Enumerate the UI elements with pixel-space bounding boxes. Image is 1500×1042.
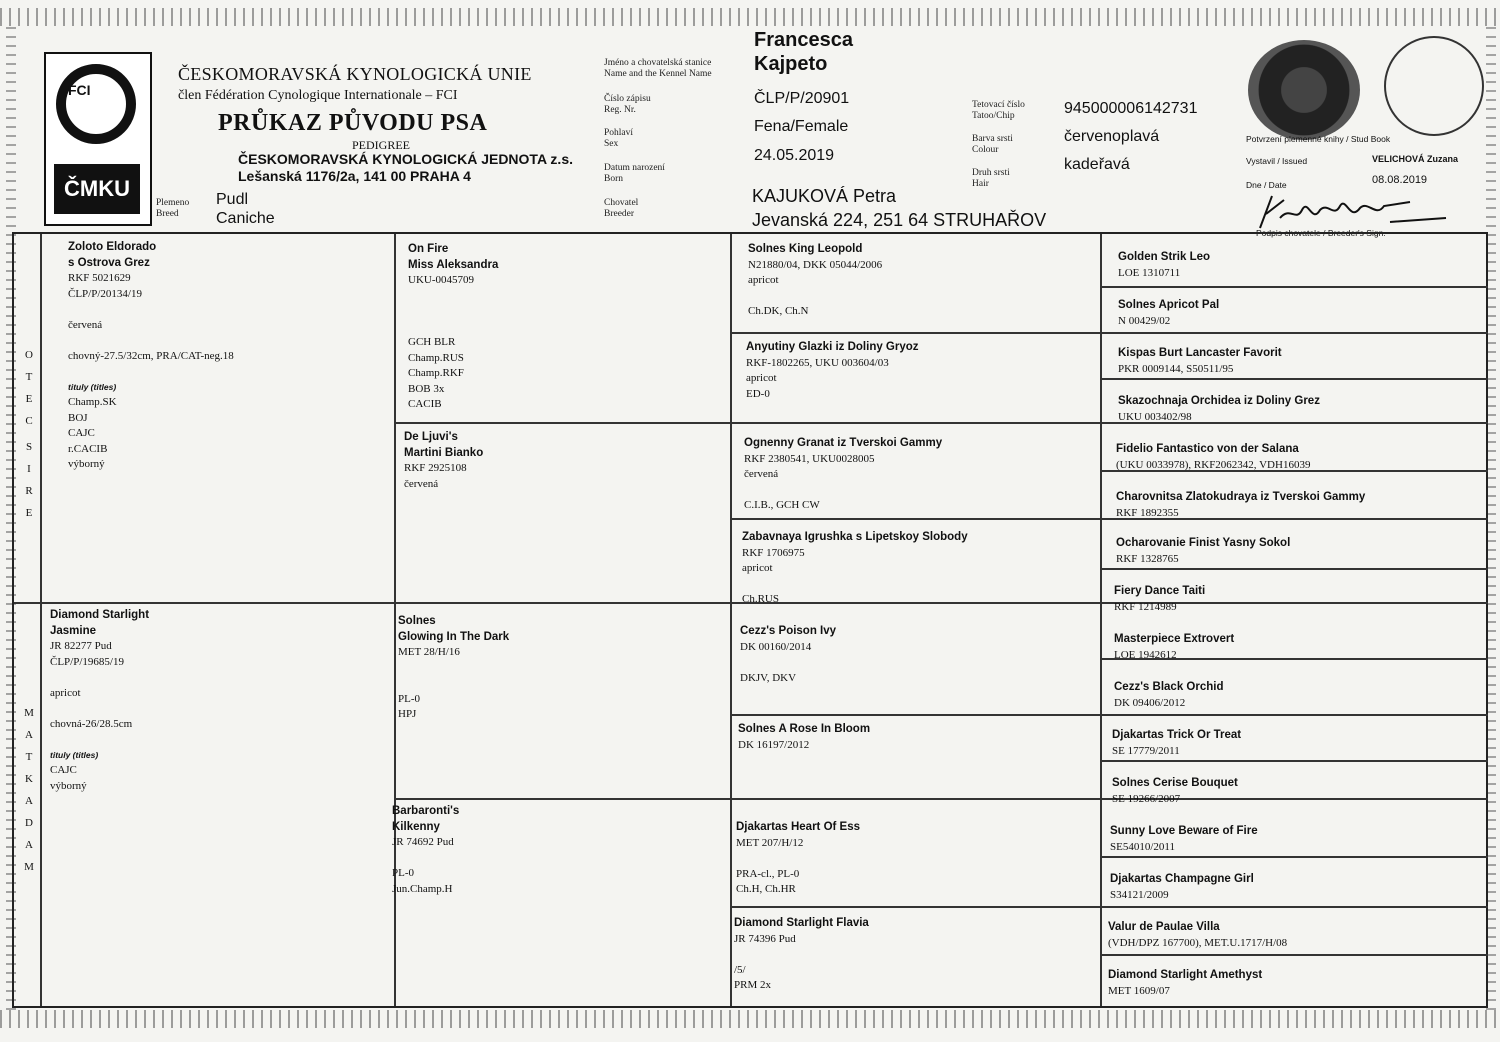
- issued-value: VELICHOVÁ Zuzana: [1372, 154, 1459, 164]
- dog-name-line: Martini Bianko: [404, 446, 484, 459]
- dog-detail-line: PKR 0009144, S50511/95: [1118, 362, 1234, 375]
- gen3-cell-3: [744, 436, 942, 514]
- dog-detail-line: (VDH/DPZ 167700), MET.U.1717/H/08: [1108, 936, 1288, 949]
- dog-detail-line: [50, 732, 149, 748]
- dog-name-line: Solnes King Leopold: [748, 243, 863, 255]
- chip-label: Tetovací číslo Tatoo/Chip: [972, 100, 1025, 121]
- sex-label: Pohlaví Sex: [604, 128, 634, 149]
- document-subtitle: PEDIGREE: [352, 138, 410, 152]
- dog-detail-line: [50, 670, 149, 686]
- jednota-name: ČESKOMORAVSKÁ KYNOLOGICKÁ JEDNOTA z.s.: [238, 151, 573, 167]
- dog-name-line: Barbaronti's: [392, 805, 460, 817]
- gen4-cell-15: [1108, 920, 1287, 951]
- gen4-cell-14: [1110, 872, 1254, 903]
- breeder-address: Jevanská 224, 251 64 STRUHAŘOV: [752, 210, 1047, 230]
- side-letter: E: [25, 393, 33, 405]
- dog-detail-line: Jun.Champ.H: [392, 882, 453, 895]
- dog-detail-line: červená: [404, 477, 439, 490]
- colour-value: červenoplavá: [1064, 128, 1160, 145]
- dog-detail-line: [50, 701, 149, 717]
- side-letter: T: [25, 751, 33, 763]
- dog-name-line: Miss Aleksandra: [408, 258, 499, 271]
- dog-detail-line: DKJV, DKV: [740, 671, 797, 684]
- dog-name-line: Fiery Dance Taiti: [1114, 585, 1206, 597]
- hair-label: Druh srsti Hair: [972, 168, 1010, 189]
- gen4-cell-10: [1114, 680, 1223, 711]
- dog-detail-line: BOJ: [68, 411, 88, 424]
- side-letter: K: [25, 773, 33, 785]
- dog-detail-line: výborný: [68, 458, 105, 470]
- dog-name-line: Kispas Burt Lancaster Favorit: [1118, 347, 1282, 359]
- side-label-dam: [22, 816, 36, 882]
- side-letter: M: [24, 707, 34, 719]
- dog-detail-line: GCH BLR: [408, 336, 456, 348]
- dog-detail-line: N21880/04, DKK 05044/2006: [748, 258, 883, 271]
- dog-detail-line: [398, 661, 509, 677]
- gen3-cell-4: [742, 530, 968, 608]
- dog-detail-line: Champ.RUS: [408, 351, 464, 364]
- issued-label: Vystavil / Issued: [1246, 156, 1308, 166]
- dog-name: Francesca Kajpeto: [754, 29, 853, 75]
- dog-detail-line: JR 74692 Pud: [392, 836, 454, 848]
- decorative-border-bottom: [0, 1010, 1500, 1028]
- gen2-cell-4: [392, 804, 459, 897]
- dog-detail-line: výborný: [50, 779, 87, 792]
- dog-detail-line: [744, 483, 942, 499]
- dog-detail-line: chovná-26/28.5cm: [50, 717, 133, 730]
- dog-detail-line: [68, 364, 234, 380]
- gen4-cell-3: [1118, 346, 1282, 377]
- gen3-cell-5: [740, 624, 836, 686]
- side-label-otec: [22, 348, 36, 436]
- org-name: ČESKOMORAVSKÁ KYNOLOGICKÁ UNIE: [178, 64, 532, 84]
- side-letter: M: [24, 861, 34, 873]
- dog-detail-line: SE 19266/2007: [1112, 792, 1181, 805]
- dog-name-line: Cezz's Poison Ivy: [740, 625, 837, 637]
- studbook-seal-icon: [1248, 40, 1360, 140]
- chip-value: 945000006142731: [1064, 100, 1198, 117]
- side-letter: A: [25, 795, 33, 807]
- dog-detail-line: RKF-1802265, UKU 003604/03: [746, 356, 889, 369]
- dog-name-line: Diamond Starlight Flavia: [734, 917, 869, 929]
- dog-detail-line: JR 82277 Pud: [50, 640, 112, 652]
- dog-detail-line: PL-0: [398, 692, 420, 705]
- gen4-cell-1: [1118, 250, 1210, 281]
- dog-detail-line: RKF 5021629: [68, 272, 131, 284]
- dog-detail-line: RKF 2925108: [404, 462, 467, 474]
- breed-value: Pudl Caniche: [216, 191, 275, 227]
- reg-number: ČLP/P/20901: [754, 90, 850, 107]
- dog-name-line: Diamond Starlight Amethyst: [1108, 969, 1263, 981]
- side-label-sire: [22, 440, 36, 528]
- reg-label: Číslo zápisu Reg. Nr.: [604, 94, 651, 115]
- gen4-cell-16: [1108, 968, 1262, 999]
- gen3-cell-7: [736, 820, 860, 898]
- dog-detail-line: ČLP/P/19685/19: [50, 655, 124, 668]
- sex-value: Fena/Female: [754, 118, 849, 135]
- document-title: PRŮKAZ PŮVODU PSA: [218, 110, 488, 136]
- dog-detail-line: [398, 676, 509, 692]
- dog-detail-line: C.I.B., GCH CW: [744, 499, 820, 511]
- dog-name-line: Fidelio Fantastico von der Salana: [1116, 443, 1299, 455]
- gen4-cell-8: [1114, 584, 1205, 615]
- studbook-confirm: Potvrzení plemenné knihy / Stud Book: [1246, 134, 1391, 144]
- dog-detail-line: RKF 1214989: [1114, 600, 1177, 613]
- dog-detail-line: [740, 655, 836, 671]
- dog-name-line: Solnes A Rose In Bloom: [738, 723, 871, 735]
- issuer-stamp-icon: [1384, 36, 1484, 136]
- date-label: Dne / Date: [1246, 180, 1287, 190]
- fci-member: člen Fédération Cynologique Internationale – FCI: [178, 88, 458, 103]
- gen4-cell-2: [1118, 298, 1219, 329]
- gen2-cell-2: [404, 430, 483, 492]
- side-letter: R: [25, 485, 33, 497]
- born-label: Datum narození Born: [604, 163, 665, 184]
- sire-cell: [68, 240, 234, 473]
- dog-detail-line: DK 00160/2014: [740, 640, 812, 653]
- dog-detail-line: ED-0: [746, 387, 770, 400]
- gen4-cell-5: [1116, 442, 1310, 473]
- dog-detail-line: RKF 1892355: [1116, 506, 1179, 519]
- gen4-cell-9: [1114, 632, 1234, 663]
- dog-detail-line: chovný-27.5/32cm, PRA/CAT-neg.18: [68, 349, 234, 362]
- dog-detail-line: (UKU 0033978), RKF2062342, VDH16039: [1116, 458, 1311, 471]
- name-label: Jméno a chovatelská stanice Name and the Kennel Name: [604, 58, 712, 79]
- dog-name-line: s Ostrova Grez: [68, 256, 150, 269]
- fci-seal-icon: [56, 64, 136, 144]
- gen4-cell-11: [1112, 728, 1241, 759]
- gen3-cell-1: [748, 242, 882, 320]
- dog-name-line: Golden Strik Leo: [1118, 251, 1211, 263]
- dog-detail-line: apricot: [748, 274, 779, 286]
- dog-detail-line: HPJ: [398, 708, 417, 720]
- dog-detail-line: [742, 577, 968, 593]
- dog-name-line: Solnes Cerise Bouquet: [1112, 777, 1238, 789]
- dog-detail-line: CACIB: [408, 398, 442, 410]
- dog-detail-line: MET 207/H/12: [736, 836, 804, 849]
- dog-detail-line: JR 74396 Pud: [734, 932, 796, 945]
- gen2-cell-3: [398, 614, 509, 723]
- dog-detail-line: [408, 289, 498, 305]
- dog-detail-line: Champ.RKF: [408, 367, 464, 379]
- gen3-cell-8: [734, 916, 869, 994]
- dog-detail-line: N 00429/02: [1118, 314, 1171, 327]
- dog-detail-line: [68, 333, 234, 349]
- side-letter: I: [27, 463, 31, 475]
- sign-label: Podpis chovatele / Breeder's Sign.: [1256, 228, 1386, 238]
- dog-detail-line: tituly (titles): [50, 749, 99, 760]
- dog-detail-line: DK 16197/2012: [738, 738, 810, 751]
- dog-detail-line: S34121/2009: [1110, 888, 1169, 901]
- dog-detail-line: DK 09406/2012: [1114, 696, 1186, 709]
- dog-detail-line: červená: [68, 318, 103, 331]
- dog-name-line: Charovnitsa Zlatokudraya iz Tverskoi Gammy: [1116, 491, 1366, 503]
- breeder-label: Chovatel Breeder: [604, 198, 639, 219]
- dog-detail-line: RKF 1706975: [742, 546, 805, 559]
- dog-name-line: Jasmine: [50, 624, 97, 637]
- dog-name-line: Zoloto Eldorado: [68, 241, 157, 253]
- gen3-cell-2: [746, 340, 919, 402]
- dog-detail-line: RKF 2380541, UKU0028005: [744, 452, 875, 465]
- side-letter: O: [25, 349, 33, 361]
- dog-name-line: Djakartas Trick Or Treat: [1112, 729, 1242, 741]
- dog-name-line: Kilkenny: [392, 820, 440, 833]
- dog-detail-line: LOE 1942612: [1114, 648, 1177, 661]
- dog-detail-line: [736, 851, 860, 867]
- dog-detail-line: Ch.DK, Ch.N: [748, 305, 809, 317]
- dog-detail-line: /5/: [734, 963, 746, 976]
- dog-detail-line: tituly (titles): [68, 381, 117, 392]
- dog-detail-line: PRM 2x: [734, 979, 771, 991]
- dog-name-line: Diamond Starlight: [50, 609, 150, 621]
- gen3-cell-6: [738, 722, 870, 753]
- dog-name-line: On Fire: [408, 243, 449, 255]
- dog-name-line: Skazochnaja Orchidea iz Doliny Grez: [1118, 395, 1320, 407]
- fci-cmku-logo: [44, 52, 152, 226]
- dog-detail-line: ČLP/P/20134/19: [68, 287, 142, 300]
- gen4-cell-7: [1116, 536, 1290, 567]
- dog-name-line: De Ljuvi's: [404, 431, 458, 443]
- dog-detail-line: [734, 947, 869, 963]
- dog-detail-line: MET 28/H/16: [398, 646, 460, 658]
- side-letter: A: [25, 729, 33, 741]
- dog-name-line: Anyutiny Glazki iz Doliny Gryoz: [746, 341, 919, 353]
- fci-logo-text: FCI: [68, 82, 91, 98]
- gen4-cell-13: [1110, 824, 1258, 855]
- dog-detail-line: Ch.RUS: [742, 593, 779, 605]
- dog-name-line: Ognenny Granat iz Tverskoi Gammy: [744, 437, 943, 449]
- dog-name-line: Solnes: [398, 615, 436, 627]
- dog-detail-line: [748, 289, 882, 305]
- side-letter: D: [25, 817, 33, 829]
- dog-detail-line: červená: [744, 468, 779, 480]
- side-letter: T: [25, 371, 33, 383]
- dog-detail-line: apricot: [742, 562, 773, 574]
- dog-detail-line: Champ.SK: [68, 396, 117, 408]
- dog-detail-line: apricot: [746, 372, 777, 384]
- colour-label: Barva srsti Colour: [972, 134, 1013, 155]
- gen4-cell-4: [1118, 394, 1320, 425]
- dog-detail-line: r.CACIB: [68, 442, 108, 455]
- born-value: 24.05.2019: [754, 147, 835, 164]
- dog-detail-line: [392, 851, 459, 867]
- hair-value: kadeřavá: [1064, 156, 1130, 173]
- dog-detail-line: CAJC: [50, 764, 77, 776]
- dog-detail-line: UKU-0045709: [408, 274, 474, 286]
- breeder-name: KAJUKOVÁ Petra: [752, 186, 897, 206]
- gen4-cell-6: [1116, 490, 1365, 521]
- side-letter: C: [25, 415, 33, 427]
- pedigree-table: [12, 232, 1488, 1008]
- side-label-matka: [22, 706, 36, 816]
- dog-detail-line: BOB 3x: [408, 382, 445, 395]
- dog-name-line: Djakartas Heart Of Ess: [736, 821, 861, 833]
- dog-name-line: Zabavnaya Igrushka s Lipetskoy Slobody: [742, 531, 968, 543]
- dam-cell: [50, 608, 149, 794]
- gen4-cell-12: [1112, 776, 1238, 807]
- gen2-cell-1: [408, 242, 498, 413]
- date-value: 08.08.2019: [1372, 174, 1428, 186]
- dog-detail-line: LOE 1310711: [1118, 266, 1181, 279]
- dog-name-line: Sunny Love Beware of Fire: [1110, 825, 1258, 837]
- dog-name-line: Glowing In The Dark: [398, 630, 510, 643]
- dog-detail-line: PRA-cl., PL-0: [736, 867, 800, 880]
- cmku-logo-text: ČMKU: [54, 164, 140, 214]
- dog-name-line: Ocharovanie Finist Yasny Sokol: [1116, 537, 1291, 549]
- dog-detail-line: PL-0: [392, 867, 414, 879]
- dog-detail-line: RKF 1328765: [1116, 552, 1179, 565]
- decorative-border-top: [0, 8, 1500, 26]
- dog-detail-line: [68, 302, 234, 318]
- dog-detail-line: MET 1609/07: [1108, 984, 1170, 997]
- side-letter: A: [25, 839, 33, 851]
- dog-detail-line: SE54010/2011: [1110, 840, 1175, 853]
- dog-name-line: Cezz's Black Orchid: [1114, 681, 1224, 693]
- dog-name-line: Djakartas Champagne Girl: [1110, 873, 1254, 885]
- side-letter: S: [25, 441, 33, 453]
- dog-detail-line: apricot: [50, 686, 81, 699]
- side-letter: E: [25, 507, 33, 519]
- dog-detail-line: UKU 003402/98: [1118, 410, 1192, 423]
- dog-name-line: Masterpiece Extrovert: [1114, 633, 1235, 645]
- breed-label: Plemeno Breed: [156, 198, 190, 219]
- dog-detail-line: CAJC: [68, 427, 95, 439]
- dog-name-line: Valur de Paulae Villa: [1108, 921, 1220, 933]
- dog-detail-line: SE 17779/2011: [1112, 744, 1180, 757]
- dog-name-line: Solnes Apricot Pal: [1118, 299, 1220, 311]
- jednota-address: Lešanská 1176/2a, 141 00 PRAHA 4: [238, 168, 471, 184]
- dog-detail-line: [408, 320, 498, 336]
- dog-detail-line: [408, 304, 498, 320]
- dog-detail-line: Ch.H, Ch.HR: [736, 883, 796, 895]
